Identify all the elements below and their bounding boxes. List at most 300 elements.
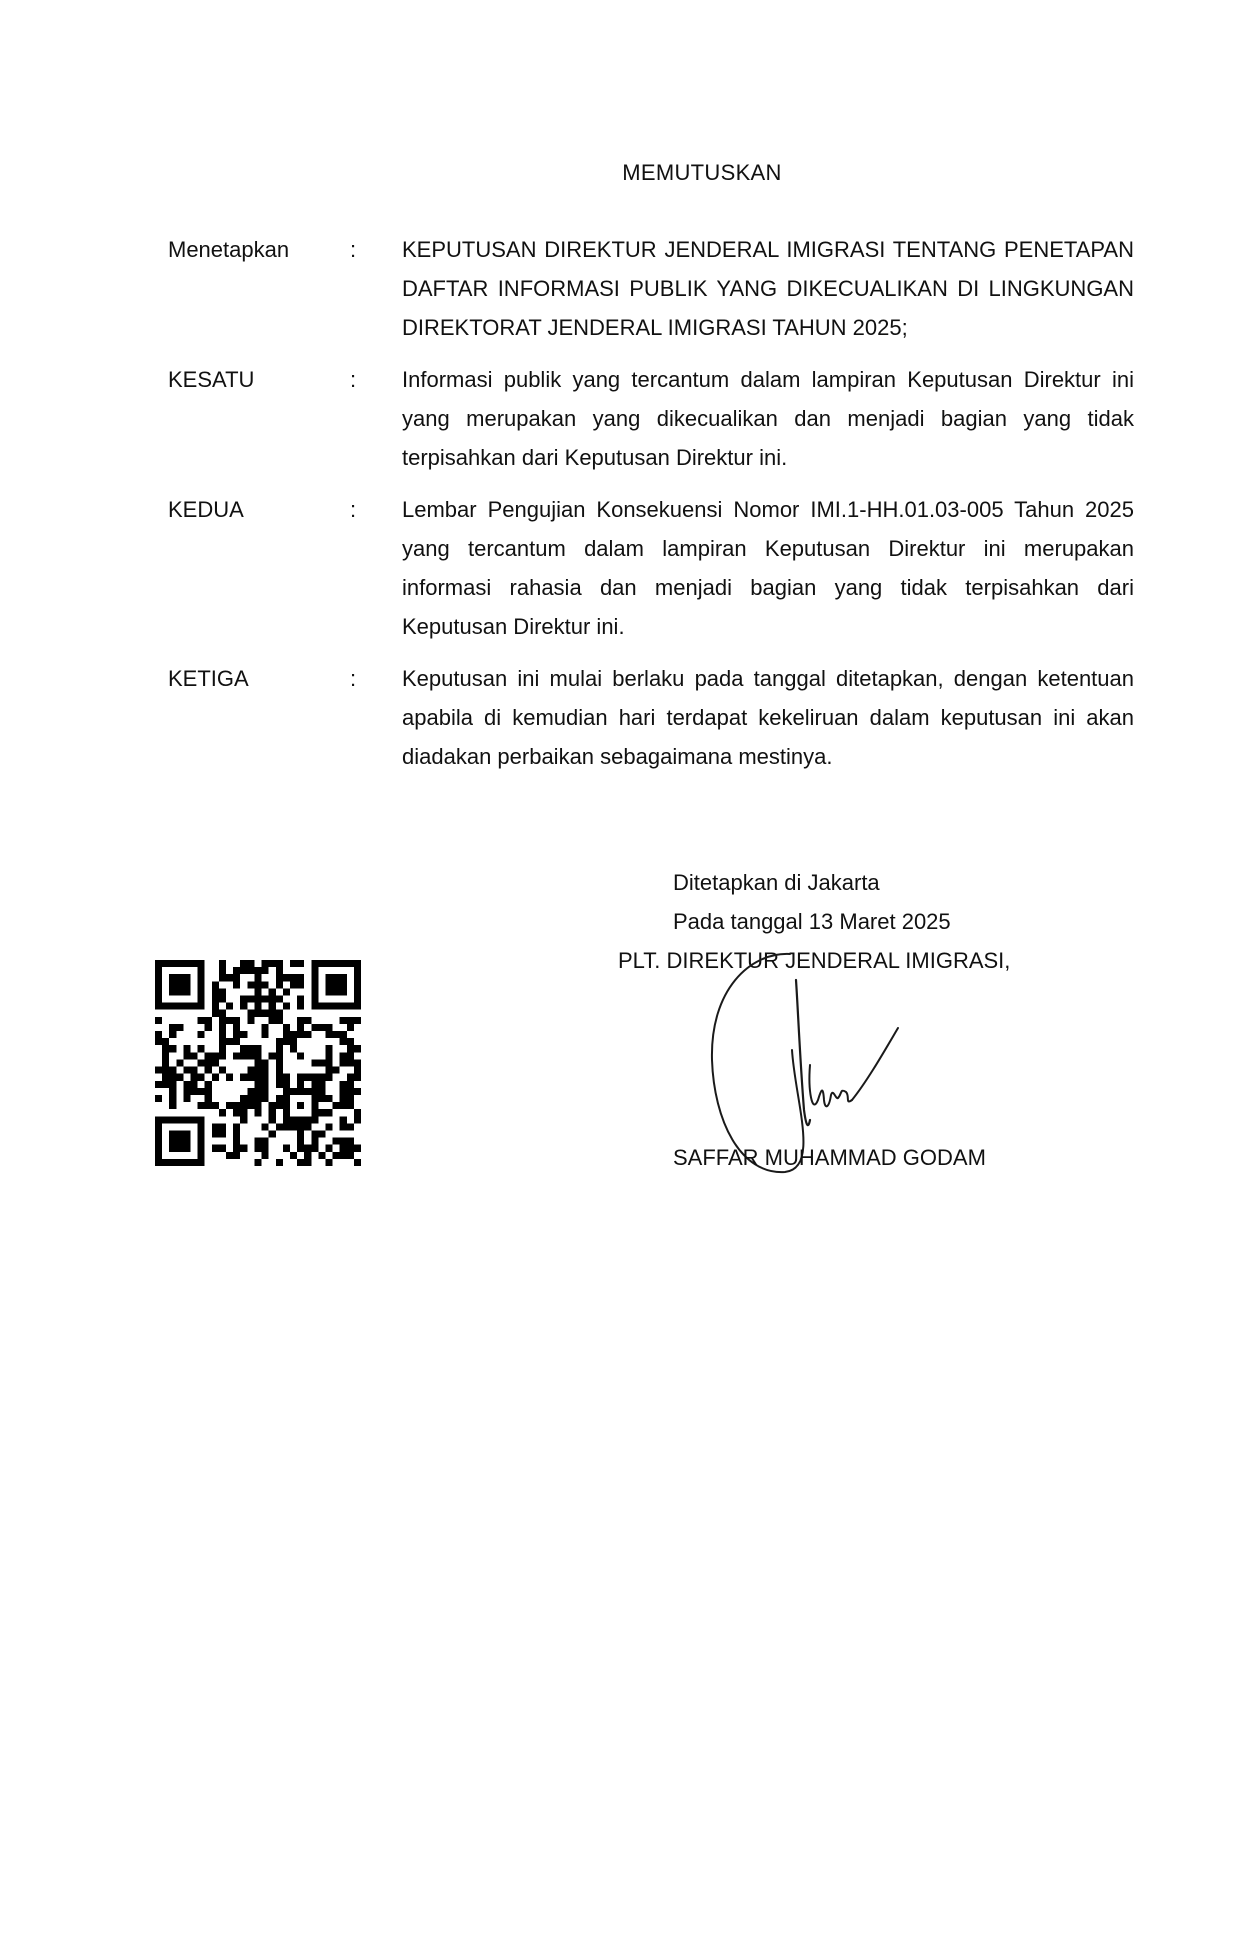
qr-module — [155, 1159, 162, 1166]
qr-module — [290, 974, 297, 981]
qr-module — [205, 1095, 212, 1102]
qr-module — [290, 1116, 297, 1123]
qr-module — [183, 1159, 190, 1166]
qr-module — [162, 1052, 169, 1059]
qr-module — [183, 1145, 190, 1152]
qr-module — [269, 1130, 276, 1137]
qr-module — [226, 1038, 233, 1045]
qr-module — [183, 960, 190, 967]
qr-module — [155, 1067, 162, 1074]
qr-module — [340, 981, 347, 988]
qr-module — [333, 1138, 340, 1145]
qr-module — [155, 996, 162, 1003]
qr-module — [205, 1052, 212, 1059]
qr-module — [219, 1017, 226, 1024]
qr-module — [347, 1152, 354, 1159]
qr-module — [262, 1088, 269, 1095]
qr-module — [276, 1010, 283, 1017]
qr-module — [233, 1038, 240, 1045]
qr-module — [325, 1074, 332, 1081]
qr-module — [233, 1152, 240, 1159]
qr-module — [240, 1145, 247, 1152]
qr-module — [183, 1138, 190, 1145]
qr-module — [269, 1052, 276, 1059]
qr-module — [354, 1109, 361, 1116]
qr-module — [325, 1045, 332, 1052]
qr-module — [311, 967, 318, 974]
qr-module — [198, 1074, 205, 1081]
qr-module — [340, 1102, 347, 1109]
qr-module — [333, 988, 340, 995]
qr-module — [311, 960, 318, 967]
qr-module — [233, 1024, 240, 1031]
qr-module — [183, 1116, 190, 1123]
qr-module — [155, 1152, 162, 1159]
qr-module — [290, 1031, 297, 1038]
qr-module — [354, 967, 361, 974]
signature-office: PLT. DIREKTUR JENDERAL IMIGRASI, — [618, 948, 1011, 973]
qr-module — [297, 1024, 304, 1031]
qr-module — [269, 1116, 276, 1123]
qr-module — [325, 1059, 332, 1066]
qr-module — [304, 1152, 311, 1159]
qr-module — [347, 1038, 354, 1045]
qr-module — [198, 1017, 205, 1024]
qr-module — [340, 1116, 347, 1123]
qr-module — [183, 981, 190, 988]
clause-colon: : — [350, 497, 357, 522]
qr-module — [311, 1130, 318, 1137]
qr-module — [198, 1045, 205, 1052]
qr-module — [269, 996, 276, 1003]
qr-module — [297, 1017, 304, 1024]
qr-module — [212, 1052, 219, 1059]
qr-module — [311, 996, 318, 1003]
qr-module — [169, 1067, 176, 1074]
qr-module — [262, 981, 269, 988]
qr-module — [155, 974, 162, 981]
qr-module — [262, 1095, 269, 1102]
qr-module — [325, 981, 332, 988]
qr-module — [247, 967, 254, 974]
qr-module — [340, 1031, 347, 1038]
qr-module — [226, 1074, 233, 1081]
qr-module — [169, 974, 176, 981]
qr-module — [254, 1159, 261, 1166]
qr-module — [283, 1145, 290, 1152]
qr-module — [169, 981, 176, 988]
qr-module — [318, 1081, 325, 1088]
qr-module — [233, 1145, 240, 1152]
qr-module — [283, 1095, 290, 1102]
qr-module — [191, 1159, 198, 1166]
qr-module — [233, 1052, 240, 1059]
qr-module — [254, 996, 261, 1003]
qr-module — [347, 1095, 354, 1102]
qr-module — [297, 1130, 304, 1137]
qr-module — [155, 1095, 162, 1102]
qr-module — [169, 1024, 176, 1031]
qr-module — [219, 996, 226, 1003]
qr-module — [233, 981, 240, 988]
qr-module — [318, 1088, 325, 1095]
qr-module — [276, 1067, 283, 1074]
qr-module — [198, 1123, 205, 1130]
qr-module — [176, 960, 183, 967]
qr-module — [169, 988, 176, 995]
qr-module — [169, 960, 176, 967]
qr-module — [290, 981, 297, 988]
page-heading: MEMUTUSKAN — [622, 160, 782, 185]
qr-module — [254, 1059, 261, 1066]
qr-module — [304, 1088, 311, 1095]
qr-module — [169, 1088, 176, 1095]
qr-module — [219, 967, 226, 974]
qr-module — [226, 1102, 233, 1109]
clause-text: KEPUTUSAN DIREKTUR JENDERAL IMIGRASI TENTANG PENETAPAN DAFTAR INFORMASI PUBLIK YANG DIKECUALIKAN DI LINGKUNGAN DIREKTORAT JENDERAL IMIGRASI TAHUN 2025; — [402, 237, 1134, 340]
qr-module — [340, 1081, 347, 1088]
qr-module — [347, 1017, 354, 1024]
qr-module — [247, 960, 254, 967]
qr-module — [240, 1116, 247, 1123]
qr-module — [155, 1116, 162, 1123]
qr-module — [311, 1138, 318, 1145]
qr-module — [198, 967, 205, 974]
qr-module — [162, 1045, 169, 1052]
qr-module — [325, 974, 332, 981]
qr-module — [354, 988, 361, 995]
clause-menetapkan — [168, 230, 1134, 347]
qr-module — [297, 996, 304, 1003]
qr-module — [212, 1123, 219, 1130]
qr-module — [318, 1003, 325, 1010]
qr-module — [354, 974, 361, 981]
qr-module — [325, 1109, 332, 1116]
qr-module — [311, 988, 318, 995]
qr-module — [155, 1123, 162, 1130]
qr-module — [262, 1031, 269, 1038]
qr-module — [198, 1145, 205, 1152]
qr-module — [276, 1074, 283, 1081]
qr-module — [269, 960, 276, 967]
qr-module — [318, 1109, 325, 1116]
qr-module — [276, 996, 283, 1003]
qr-module — [297, 1102, 304, 1109]
qr-module — [254, 1088, 261, 1095]
qr-module — [240, 1074, 247, 1081]
qr-module — [219, 1145, 226, 1152]
qr-module — [191, 1003, 198, 1010]
qr-module — [247, 1074, 254, 1081]
qr-module — [155, 1003, 162, 1010]
qr-module — [325, 1145, 332, 1152]
qr-module — [340, 1003, 347, 1010]
qr-module — [205, 1088, 212, 1095]
qr-module — [297, 1003, 304, 1010]
qr-module — [212, 988, 219, 995]
qr-module — [183, 1081, 190, 1088]
qr-module — [162, 1074, 169, 1081]
qr-module — [233, 1123, 240, 1130]
qr-module — [262, 996, 269, 1003]
qr-module — [304, 1159, 311, 1166]
qr-module — [162, 1159, 169, 1166]
qr-module — [318, 1152, 325, 1159]
qr-module — [162, 960, 169, 967]
qr-module — [219, 1010, 226, 1017]
qr-module — [283, 974, 290, 981]
qr-module — [354, 981, 361, 988]
qr-module — [269, 1017, 276, 1024]
qr-module — [340, 1123, 347, 1130]
qr-module — [262, 1010, 269, 1017]
qr-module — [262, 1074, 269, 1081]
qr-module — [219, 974, 226, 981]
qr-module — [254, 1045, 261, 1052]
qr-module — [198, 1088, 205, 1095]
clause-label: KETIGA — [168, 666, 249, 691]
qr-module — [262, 967, 269, 974]
qr-module — [269, 1102, 276, 1109]
qr-module — [176, 1130, 183, 1137]
qr-module — [212, 981, 219, 988]
qr-module — [283, 1088, 290, 1095]
qr-module — [325, 1159, 332, 1166]
qr-module — [347, 1003, 354, 1010]
qr-module — [240, 1109, 247, 1116]
qr-module — [254, 1067, 261, 1074]
qr-module — [354, 1145, 361, 1152]
qr-module — [254, 988, 261, 995]
qr-module — [183, 1095, 190, 1102]
qr-module — [269, 1003, 276, 1010]
qr-module — [318, 1059, 325, 1066]
qr-module — [162, 1003, 169, 1010]
qr-module — [176, 1138, 183, 1145]
qr-module — [247, 1017, 254, 1024]
clause-colon: : — [350, 666, 357, 691]
qr-module — [183, 1130, 190, 1137]
qr-module — [325, 1052, 332, 1059]
qr-module — [176, 1003, 183, 1010]
qr-module — [325, 1024, 332, 1031]
qr-module — [219, 1130, 226, 1137]
qr-module — [347, 1045, 354, 1052]
qr-module — [254, 1102, 261, 1109]
qr-module — [283, 1109, 290, 1116]
qr-module — [254, 1095, 261, 1102]
qr-module — [354, 1067, 361, 1074]
qr-module — [219, 1031, 226, 1038]
qr-module — [276, 967, 283, 974]
qr-module — [354, 1159, 361, 1166]
qr-module — [262, 960, 269, 967]
qr-module — [283, 1102, 290, 1109]
qr-module — [262, 1138, 269, 1145]
clause-ketiga — [168, 659, 1134, 776]
qr-module — [311, 1145, 318, 1152]
qr-module — [304, 1031, 311, 1038]
qr-module — [262, 1059, 269, 1066]
qr-module — [191, 1074, 198, 1081]
qr-module — [219, 1045, 226, 1052]
qr-module — [254, 1109, 261, 1116]
qr-module — [169, 1102, 176, 1109]
qr-module — [318, 1024, 325, 1031]
qr-module — [311, 974, 318, 981]
qr-module — [297, 981, 304, 988]
qr-module — [240, 1031, 247, 1038]
qr-module — [205, 1059, 212, 1066]
qr-module — [247, 996, 254, 1003]
qr-module — [311, 1102, 318, 1109]
qr-module — [254, 967, 261, 974]
qr-module — [262, 1123, 269, 1130]
qr-module — [297, 1116, 304, 1123]
qr-module — [276, 1038, 283, 1045]
qr-module — [269, 1010, 276, 1017]
qr-module — [176, 1074, 183, 1081]
qr-module — [311, 1059, 318, 1066]
qr-module — [240, 960, 247, 967]
qr-module — [219, 1109, 226, 1116]
qr-module — [169, 1003, 176, 1010]
qr-module — [340, 1152, 347, 1159]
qr-module — [183, 974, 190, 981]
qr-module — [333, 1152, 340, 1159]
qr-module — [155, 1031, 162, 1038]
qr-module — [333, 974, 340, 981]
qr-module — [311, 1081, 318, 1088]
qr-module — [347, 1145, 354, 1152]
qr-module — [162, 1067, 169, 1074]
qr-module — [254, 974, 261, 981]
qr-module — [183, 988, 190, 995]
qr-module — [325, 960, 332, 967]
qr-module — [354, 1116, 361, 1123]
qr-module — [176, 1116, 183, 1123]
qr-module — [155, 1130, 162, 1137]
qr-module — [155, 1038, 162, 1045]
qr-module — [283, 1038, 290, 1045]
qr-module — [233, 967, 240, 974]
qr-module — [325, 1067, 332, 1074]
qr-module — [198, 1116, 205, 1123]
qr-module — [340, 988, 347, 995]
qr-module — [247, 1088, 254, 1095]
clause-label: KESATU — [168, 367, 255, 392]
qr-module — [311, 1095, 318, 1102]
qr-module — [290, 1088, 297, 1095]
qr-module — [262, 1145, 269, 1152]
qr-module — [297, 960, 304, 967]
qr-module — [155, 960, 162, 967]
qr-module — [340, 1138, 347, 1145]
qr-module — [311, 1024, 318, 1031]
qr-module — [226, 1152, 233, 1159]
qr-module — [176, 1059, 183, 1066]
qr-module — [283, 1081, 290, 1088]
qr-module — [183, 1003, 190, 1010]
clause-text: Lembar Pengujian Konsekuensi Nomor IMI.1-HH.01.03-005 Tahun 2025 yang tercantum dalam lampiran Keputusan Direktur ini merupakan informasi rahasia dan menjadi bagian yang tidak terpisahkan dari Keputusan Direktur ini. — [402, 497, 1134, 639]
qr-module — [354, 960, 361, 967]
clause-colon: : — [350, 237, 357, 262]
clause-colon: : — [350, 367, 357, 392]
qr-module — [155, 1081, 162, 1088]
qr-module — [240, 996, 247, 1003]
signature-place: Ditetapkan di Jakarta — [673, 870, 880, 895]
qr-module — [183, 1067, 190, 1074]
qr-module — [169, 1074, 176, 1081]
qr-module — [347, 1102, 354, 1109]
qr-module — [318, 1074, 325, 1081]
qr-module — [198, 1031, 205, 1038]
qr-module — [354, 996, 361, 1003]
qr-module — [297, 1159, 304, 1166]
qr-module — [191, 960, 198, 967]
qr-module — [347, 1059, 354, 1066]
qr-module — [191, 1116, 198, 1123]
qr-module — [347, 1138, 354, 1145]
qr-module — [297, 1031, 304, 1038]
qr-module — [205, 1081, 212, 1088]
qr-module — [354, 1088, 361, 1095]
qr-module — [169, 1130, 176, 1137]
qr-module — [254, 1003, 261, 1010]
qr-module — [290, 1045, 297, 1052]
qr-module — [262, 1024, 269, 1031]
qr-module — [276, 960, 283, 967]
qr-module — [276, 1123, 283, 1130]
qr-module — [191, 1067, 198, 1074]
qr-module — [318, 1095, 325, 1102]
qr-module — [290, 960, 297, 967]
qr-module — [198, 960, 205, 967]
qr-module — [176, 1159, 183, 1166]
qr-module — [205, 1017, 212, 1024]
qr-module — [340, 1038, 347, 1045]
qr-module — [276, 981, 283, 988]
qr-module — [276, 1045, 283, 1052]
qr-module — [283, 988, 290, 995]
qr-module — [276, 1081, 283, 1088]
qr-module — [169, 1095, 176, 1102]
qr-module — [290, 1038, 297, 1045]
qr-module — [304, 1116, 311, 1123]
qr-module — [325, 1003, 332, 1010]
qr-module — [233, 1109, 240, 1116]
qr-module — [254, 1074, 261, 1081]
qr-module — [219, 1024, 226, 1031]
qr-module — [269, 988, 276, 995]
qr-module — [340, 1017, 347, 1024]
qr-code-icon — [155, 960, 361, 1166]
qr-module — [311, 1003, 318, 1010]
qr-module — [198, 1159, 205, 1166]
qr-module — [354, 1045, 361, 1052]
qr-module — [212, 996, 219, 1003]
qr-module — [162, 1116, 169, 1123]
qr-module — [219, 988, 226, 995]
qr-module — [304, 1123, 311, 1130]
qr-module — [169, 1031, 176, 1038]
qr-module — [340, 960, 347, 967]
qr-module — [233, 1031, 240, 1038]
qr-module — [247, 1010, 254, 1017]
clause-text: Informasi publik yang tercantum dalam lampiran Keputusan Direktur ini yang merupakan yang dikecualikan dan menjadi bagian yang tidak terpisahkan dari Keputusan Direktur ini. — [402, 367, 1134, 470]
qr-module — [233, 1130, 240, 1137]
qr-module — [205, 1067, 212, 1074]
